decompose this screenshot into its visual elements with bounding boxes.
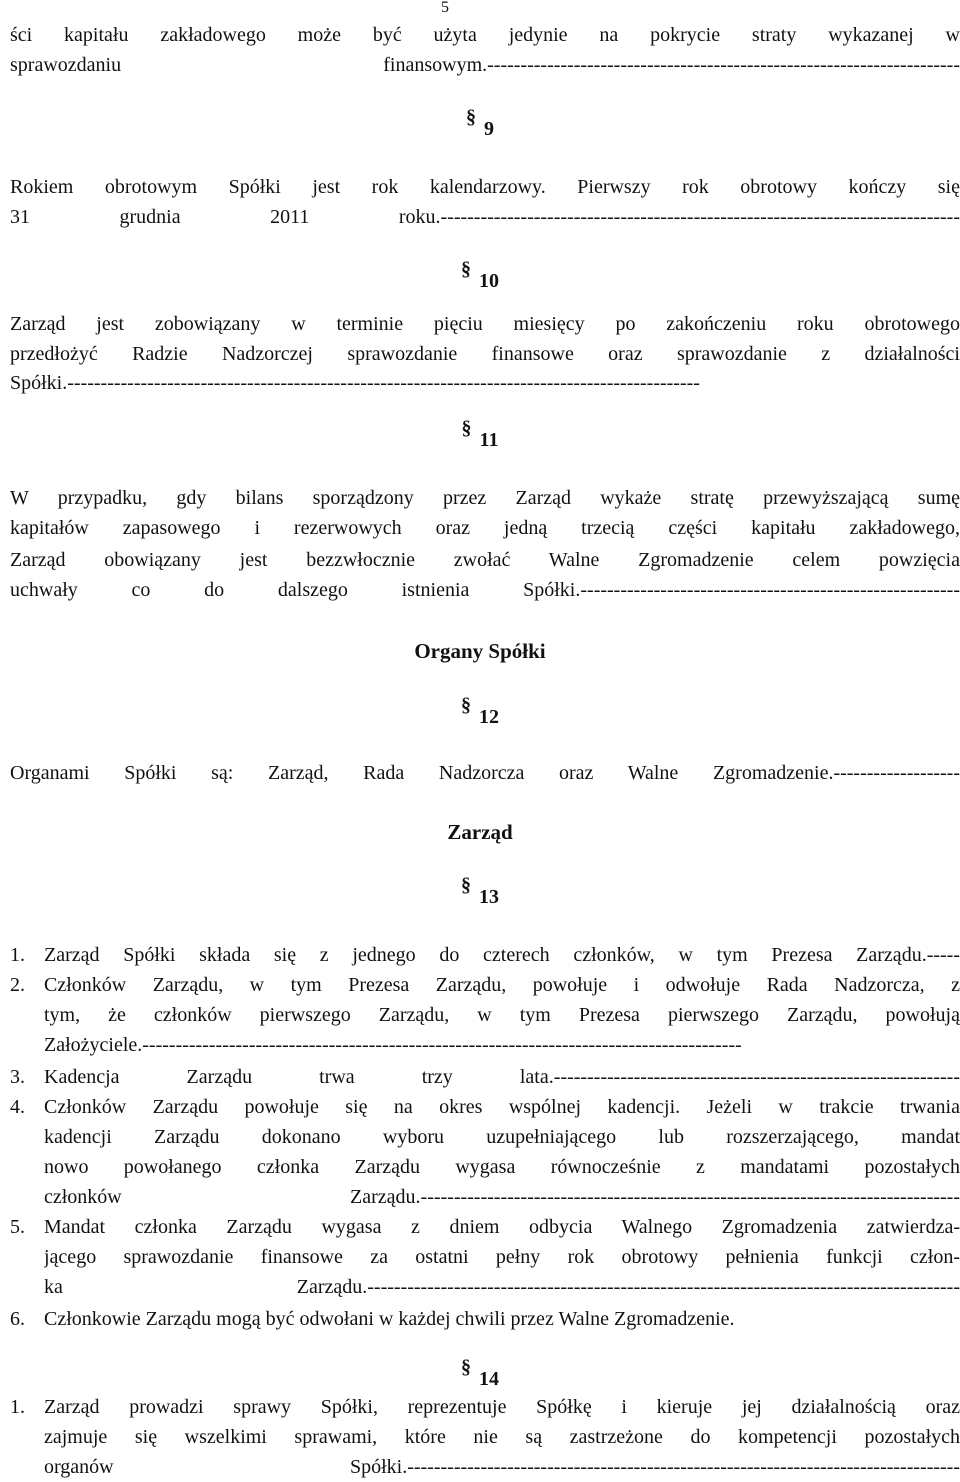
- list-item-number: 6.: [10, 1308, 25, 1330]
- list-item-line: Zarząd Spółki składa się z jednego do czterech członków, w tym Prezesa Zarządu.-----: [44, 944, 960, 966]
- paragraph-line: 31 grudnia 2011 roku.------------------------------------------------------------------------------: [10, 206, 960, 228]
- section-number: 11: [479, 429, 499, 451]
- list-item-line: jącego sprawozdanie finansowe za ostatni pełny rok obrotowy pełnienia funkcji człon-: [44, 1246, 960, 1268]
- section-symbol: §: [461, 258, 471, 280]
- section-heading-10: [0, 258, 960, 296]
- paragraph-line: Zarząd jest zobowiązany w terminie pięciu miesięcy po zakończeniu roku obrotowego: [10, 313, 960, 335]
- paragraph-line: Zarząd obowiązany jest bezzwłocznie zwołać Walne Zgromadzenie celem powzięcia: [10, 549, 960, 571]
- list-item-number: 4.: [10, 1096, 25, 1118]
- list-item-line: kadencji Zarządu dokonano wyboru uzupełniającego lub rozszerzającego, mandat: [44, 1126, 960, 1148]
- paragraph-line: Spółki.-----------------------------------------------------------------------------------------------: [10, 372, 700, 394]
- list-item-line: Zarząd prowadzi sprawy Spółki, reprezentuje Spółkę i kieruje jej działalnością oraz: [44, 1396, 960, 1418]
- list-item-line: nowo powołanego członka Zarządu wygasa równocześnie z mandatami pozostałych: [44, 1156, 960, 1178]
- section-number: 12: [479, 706, 499, 728]
- list-item-line: ka Zarządu.-----------------------------------------------------------------------------------------: [44, 1276, 960, 1298]
- list-item-line: Mandat członka Zarządu wygasa z dniem odbycia Walnego Zgromadzenia zatwierdza-: [44, 1216, 960, 1238]
- section-number: 9: [484, 118, 494, 140]
- list-item-line: organów Spółki.-----------------------------------------------------------------------------------: [44, 1456, 960, 1478]
- list-item-line: Kadencja Zarządu trwa trzy lata.-------------------------------------------------------------: [44, 1066, 960, 1088]
- list-item-line: Członków Zarządu powołuje się na okres wspólnej kadencji. Jeżeli w trakcie trwania: [44, 1096, 960, 1118]
- section-symbol: §: [461, 694, 471, 716]
- section-heading-12: [0, 694, 960, 732]
- section-symbol: §: [466, 106, 476, 128]
- list-item-line: tym, że członków pierwszego Zarządu, w tym Prezesa pierwszego Zarządu, powołują: [44, 1004, 960, 1026]
- list-item-number: 1.: [10, 1396, 25, 1418]
- section-symbol: §: [461, 417, 472, 439]
- list-item-number: 3.: [10, 1066, 25, 1088]
- paragraph-line: Rokiem obrotowym Spółki jest rok kalendarzowy. Pierwszy rok obrotowy kończy się: [10, 176, 960, 198]
- section-number: 14: [479, 1368, 499, 1390]
- list-item-number: 2.: [10, 974, 25, 996]
- paragraph-line: przedłożyć Radzie Nadzorczej sprawozdanie finansowe oraz sprawozdanie z działalności: [10, 343, 960, 365]
- section-heading-11: [0, 417, 960, 455]
- paragraph-line: sprawozdaniu finansowym.-----------------------------------------------------------------------: [10, 54, 960, 76]
- paragraph-line: ści kapitału zakładowego może być użyta jedynie na pokrycie straty wykazanej w: [10, 24, 960, 46]
- section-number: 10: [479, 270, 499, 292]
- section-heading-14: [0, 1356, 960, 1394]
- section-heading-13: [0, 874, 960, 912]
- section-symbol: §: [461, 1356, 471, 1378]
- list-item-line: Członkowie Zarządu mogą być odwołani w każdej chwili przez Walne Zgromadzenie.: [44, 1308, 735, 1330]
- page-number: 5: [441, 0, 449, 16]
- paragraph-line: kapitałów zapasowego i rezerwowych oraz jedną trzecią części kapitału zakładowego,: [10, 517, 960, 539]
- list-item-line: członków Zarządu.---------------------------------------------------------------------------------: [44, 1186, 960, 1208]
- paragraph-line: W przypadku, gdy bilans sporządzony przez Zarząd wykaże stratę przewyższającą sumę: [10, 487, 960, 509]
- list-item-line: Członków Zarządu, w tym Prezesa Zarządu, powołuje i odwołuje Rada Nadzorcza, z: [44, 974, 960, 996]
- chapter-heading-zarzad: Zarząd: [447, 820, 513, 844]
- paragraph-line: Organami Spółki są: Zarząd, Rada Nadzorcza oraz Walne Zgromadzenie.-------------------: [10, 762, 960, 784]
- list-item-number: 1.: [10, 944, 25, 966]
- paragraph-line: uchwały co do dalszego istnienia Spółki.---------------------------------------------------------: [10, 579, 960, 601]
- section-heading-9: [0, 106, 960, 144]
- section-number: 13: [479, 886, 499, 908]
- section-symbol: §: [461, 874, 471, 896]
- list-item-line: zajmuje się wszelkimi sprawami, które nie są zastrzeżone do kompetencji pozostałych: [44, 1426, 960, 1448]
- list-item-line: Założyciele.------------------------------------------------------------------------------------------: [44, 1034, 742, 1056]
- list-item-number: 5.: [10, 1216, 25, 1238]
- chapter-heading-organy: Organy Spółki: [414, 639, 546, 663]
